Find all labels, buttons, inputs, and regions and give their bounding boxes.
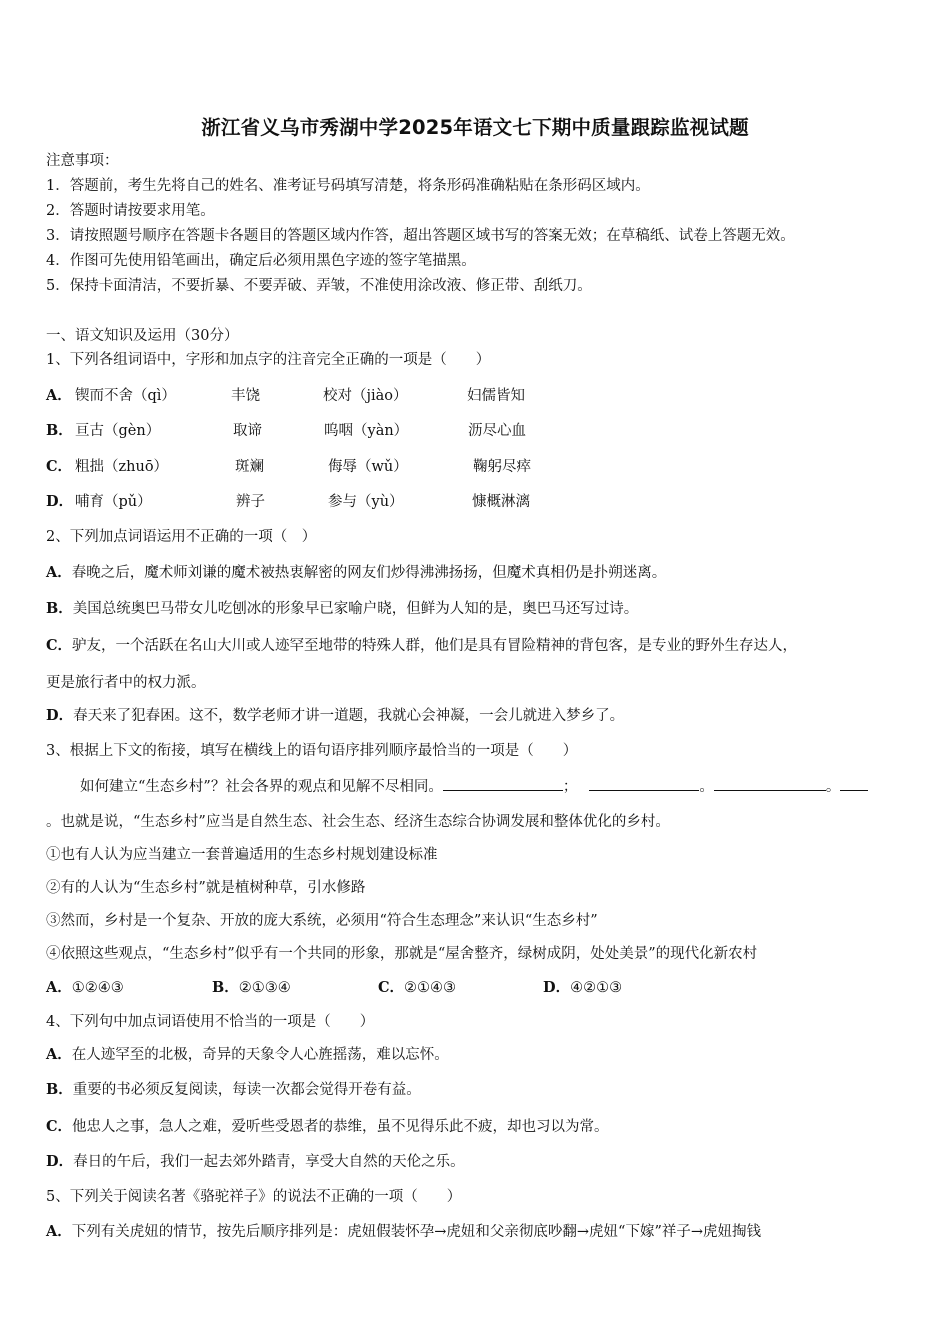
q2-option-a: A．春晚之后，魔术师刘谦的魔术被热衷解密的网友们炒得沸沸扬扬，但魔术真相仍是扑朔迷离。 bbox=[46, 564, 667, 581]
option-letter: B． bbox=[46, 600, 73, 617]
q3-stem: 3、根据上下文的衔接，填写在横线上的语句语序排列顺序最恰当的一项是（ ） bbox=[46, 743, 578, 759]
q3-separator: ； bbox=[562, 779, 578, 795]
option-word: 呜咽（yàn） bbox=[324, 423, 409, 439]
q4-option-a: A．在人迹罕至的北极，奇异的天象令人心旌摇荡，难以忘怀。 bbox=[46, 1046, 449, 1063]
fill-blank bbox=[714, 776, 826, 791]
q4-option-b: B．重要的书必须反复阅读，每读一次都会觉得开卷有益。 bbox=[46, 1081, 421, 1098]
q2-option-c-cont: 更是旅行者中的权力派。 bbox=[46, 675, 206, 691]
q4-stem: 4、下列句中加点词语使用不恰当的一项是（ ） bbox=[46, 1014, 375, 1030]
q2-option-c: C．驴友，一个活跃在名山大川或人迹罕至地带的特殊人群，他们是具有冒险精神的背包客，是专业的野外生存达人， bbox=[46, 637, 798, 654]
option-letter: A． bbox=[46, 387, 72, 404]
notice-item: 1．答题前，考生先将自己的姓名、准考证号码填写清楚，将条形码准确粘贴在条形码区域内。 bbox=[46, 178, 650, 194]
q3-context-lead: 如何建立“生态乡村”？社会各界的观点和见解不尽相同。 bbox=[80, 779, 443, 795]
option-letter: C． bbox=[46, 1118, 73, 1135]
option-word: 粗拙（zhuō） bbox=[75, 459, 169, 475]
option-word: 辨子 bbox=[236, 494, 265, 510]
option-word: 亘古（gèn） bbox=[75, 423, 161, 439]
option-word: 鞠躬尽瘁 bbox=[473, 459, 531, 475]
q2-option-b: B．美国总统奥巴马带女儿吃刨冰的形象早已家喻户晓，但鲜为人知的是，奥巴马还写过诗。 bbox=[46, 600, 639, 617]
notice-item: 3．请按照题号顺序在答题卡各题目的答题区域内作答，超出答题区域书写的答案无效；在草稿纸、试卷上答题无效。 bbox=[46, 228, 795, 244]
q3-context bbox=[80, 776, 868, 797]
option-letter: D． bbox=[46, 493, 74, 510]
option-word: 慷概淋漓 bbox=[472, 494, 530, 510]
fill-blank bbox=[840, 776, 868, 791]
option-letter: A． bbox=[46, 564, 72, 581]
q3-choice-a: A．①②④③ bbox=[46, 979, 124, 996]
q3-context-tail: 。也就是说，“生态乡村”应当是自然生态、社会生态、经济生态综合协调发展和整体优化的乡村。 bbox=[46, 814, 670, 830]
option-letter: B． bbox=[46, 422, 73, 439]
notice-heading: 注意事项： bbox=[46, 153, 119, 169]
option-letter: C． bbox=[46, 458, 73, 475]
q3-choice-c: C．②①④③ bbox=[378, 979, 457, 996]
q4-option-c: C．他忠人之事，急人之难，爱听些受恩者的恭维，虽不见得乐此不疲，却也习以为常。 bbox=[46, 1118, 609, 1135]
option-letter: D． bbox=[46, 1153, 74, 1170]
q1-stem: 1、下列各组词语中，字形和加点字的注音完全正确的一项是（ ） bbox=[46, 352, 491, 368]
option-word: 斑斓 bbox=[235, 459, 264, 475]
option-word: 丰饶 bbox=[231, 388, 260, 404]
option-word: 沥尽心血 bbox=[468, 423, 526, 439]
fill-blank bbox=[589, 776, 699, 791]
option-letter: A． bbox=[46, 1223, 72, 1240]
q2-option-d: D．春天来了犯春困。这不，数学老师才讲一道题，我就心会神凝，一会儿就进入梦乡了。 bbox=[46, 707, 625, 724]
option-word: 妇儒皆知 bbox=[467, 388, 525, 404]
option-word: 参与（yù） bbox=[328, 494, 404, 510]
fill-blank bbox=[443, 776, 563, 791]
option-letter: D． bbox=[46, 707, 74, 724]
q3-choice-b: B．②①③④ bbox=[212, 979, 291, 996]
option-word: 校对（jiào） bbox=[323, 388, 408, 404]
option-word: 哺育（pǔ） bbox=[75, 494, 152, 510]
option-letter: B． bbox=[46, 1081, 73, 1098]
option-word: 取谛 bbox=[233, 423, 262, 439]
exam-title: 浙江省义乌市秀湖中学2025年语文七下期中质量跟踪监视试题 bbox=[201, 116, 749, 139]
notice-item: 5．保持卡面清洁，不要折暴、不要弄破、弄皱，不准使用涂改液、修正带、刮纸刀。 bbox=[46, 278, 592, 294]
q3-separator: 。 bbox=[699, 779, 714, 795]
q3-sentence: ②有的人认为“生态乡村”就是植树种草，引水修路 bbox=[46, 880, 366, 896]
q5-stem: 5、下列关于阅读名著《骆驼祥子》的说法不正确的一项（ ） bbox=[46, 1189, 462, 1205]
option-letter: C． bbox=[46, 637, 73, 654]
q3-sentence: ①也有人认为应当建立一套普遍适用的生态乡村规划建设标准 bbox=[46, 847, 438, 863]
option-letter: A． bbox=[46, 1046, 72, 1063]
q2-stem: 2、下列加点词语运用不正确的一项（ ） bbox=[46, 529, 317, 545]
q4-option-d: D．春日的午后，我们一起去郊外踏青，享受大自然的天伦之乐。 bbox=[46, 1153, 465, 1170]
q3-sentence: ④依照这些观点，“生态乡村”似乎有一个共同的形象，那就是“屋舍整齐，绿树成阴，处处美景”的现代化新农村 bbox=[46, 946, 758, 962]
q3-separator: 。 bbox=[825, 779, 841, 795]
q3-choice-d: D．④②①③ bbox=[543, 979, 623, 996]
notice-item: 4．作图可先使用铅笔画出，确定后必须用黑色字迹的签字笔描黑。 bbox=[46, 253, 476, 269]
section-heading: 一、语文知识及运用（30分） bbox=[46, 328, 239, 344]
q3-sentence: ③然而，乡村是一个复杂、开放的庞大系统，必须用“符合生态理念”来认识“生态乡村” bbox=[46, 913, 598, 929]
option-word: 侮辱（wǔ） bbox=[328, 459, 408, 475]
option-word: 锲而不舍（qì） bbox=[75, 388, 176, 404]
q5-option-a: A．下列有关虎妞的情节，按先后顺序排列是：虎妞假装怀孕→虎妞和父亲彻底吵翻→虎妞“下嫁”祥子→虎妞掏钱 bbox=[46, 1223, 762, 1240]
notice-item: 2．答题时请按要求用笔。 bbox=[46, 203, 215, 219]
